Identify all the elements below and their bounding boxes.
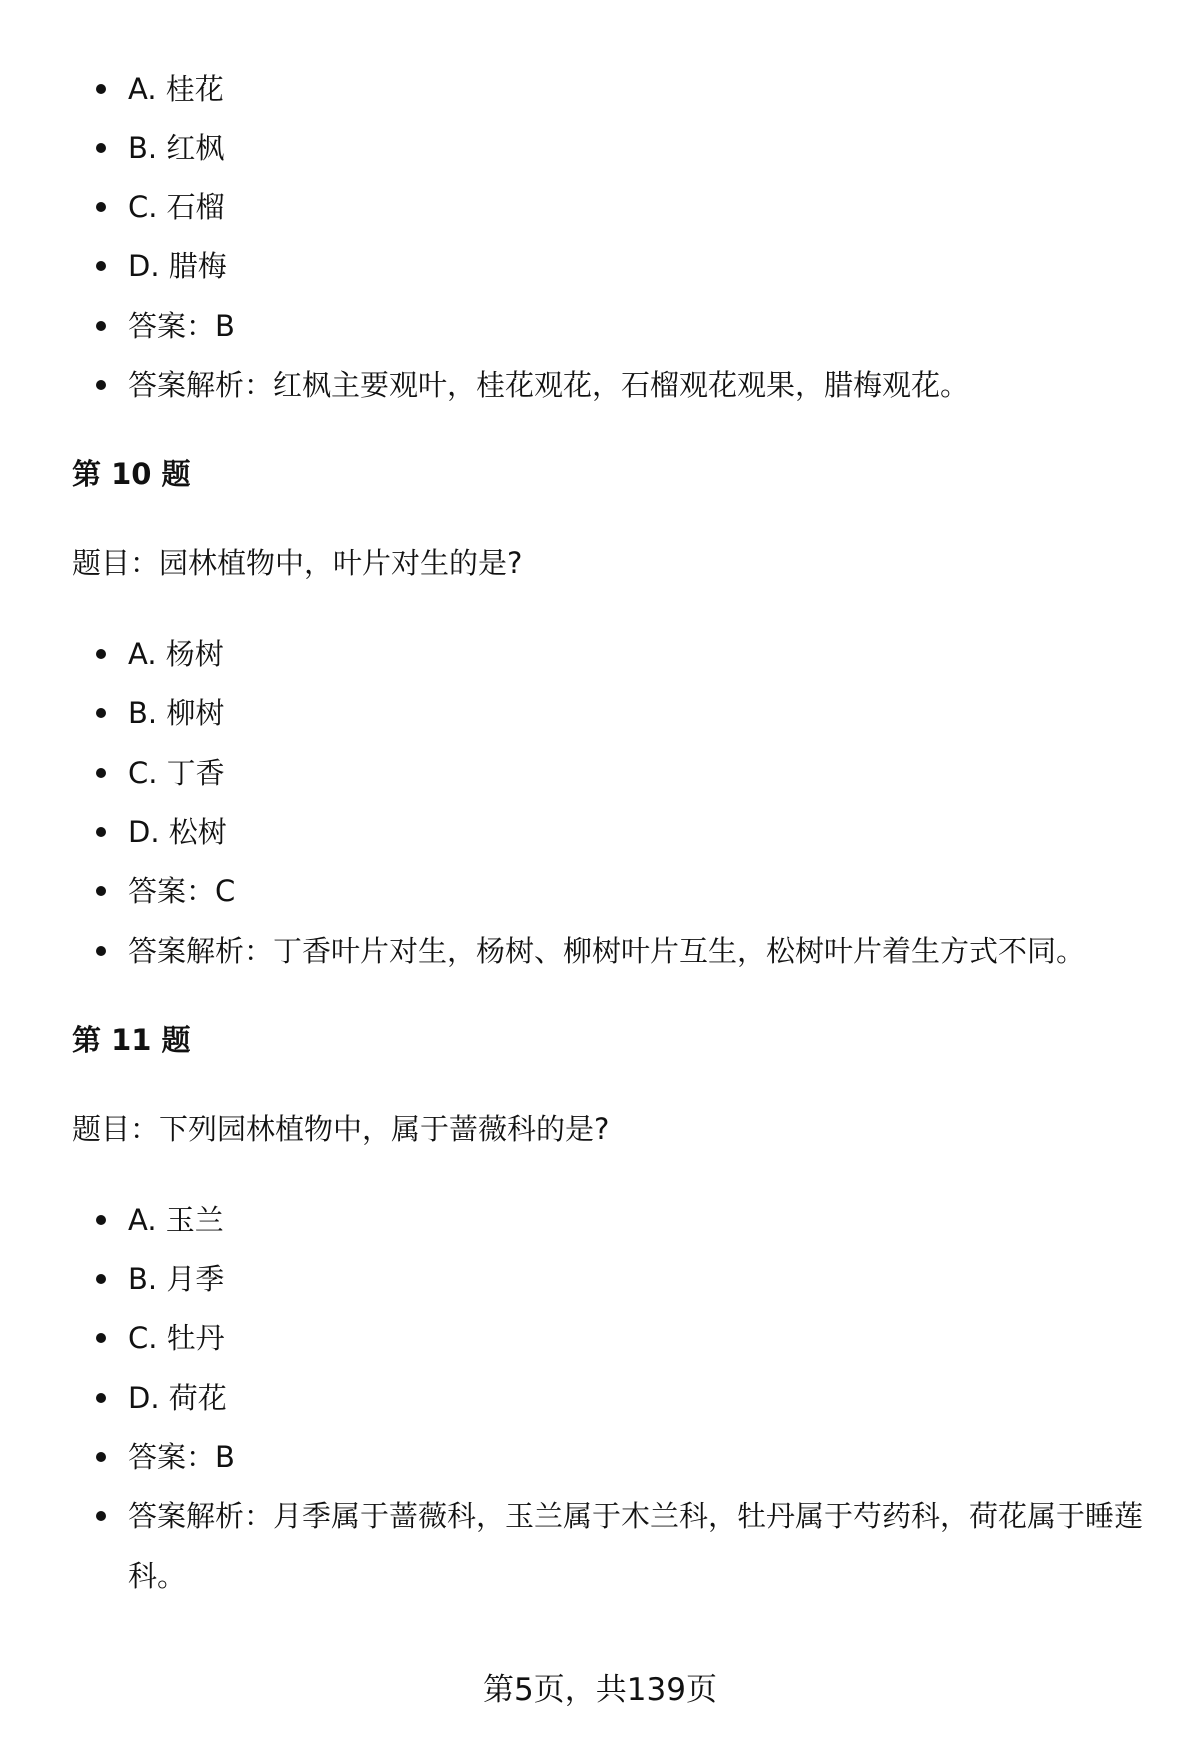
q10-option-a — [128, 624, 224, 684]
q11-option-c — [128, 1308, 225, 1368]
explanation-text: 答案解析：丁香叶片对生，杨树、柳树叶片互生，松树叶片着生方式不同。 — [128, 934, 1086, 968]
q11-option-a — [128, 1190, 224, 1250]
bullet-icon — [96, 84, 106, 94]
bullet-icon — [96, 1215, 106, 1225]
bullet-icon — [96, 261, 106, 271]
q11-option-d — [128, 1368, 227, 1428]
bullet-icon — [96, 321, 106, 331]
bullet-icon — [96, 649, 106, 659]
q9-explanation — [128, 355, 969, 415]
option-text: B. 红枫 — [128, 131, 225, 165]
q10-answer — [128, 861, 235, 921]
q10-explanation — [128, 921, 1085, 981]
bullet-icon — [96, 1511, 106, 1521]
explanation-text: 答案解析：红枫主要观叶，桂花观花，石榴观花观果，腊梅观花。 — [128, 368, 970, 402]
q11-explanation — [128, 1486, 1148, 1606]
bullet-icon — [96, 886, 106, 896]
option-text: D. 松树 — [128, 815, 227, 849]
q9-option-a — [128, 59, 224, 119]
q11-option-b — [128, 1249, 224, 1309]
q9-option-c — [128, 177, 225, 237]
option-text: C. 牡丹 — [128, 1321, 225, 1355]
q10-option-b — [128, 683, 224, 743]
option-text: C. 丁香 — [128, 756, 225, 790]
explanation-text: 答案解析：月季属于蔷薇科，玉兰属于木兰科，牡丹属于芍药科，荷花属于睡莲科。 — [128, 1499, 1144, 1593]
answer-text: 答案：C — [128, 874, 236, 908]
bullet-icon — [96, 768, 106, 778]
option-text: D. 腊梅 — [128, 249, 227, 283]
q10-option-c — [128, 743, 225, 803]
bullet-icon — [96, 1393, 106, 1403]
answer-text: 答案：B — [128, 309, 235, 343]
answer-text: 答案：B — [128, 1440, 235, 1474]
option-text: A. 玉兰 — [128, 1203, 224, 1237]
q10-option-d — [128, 802, 227, 862]
q9-option-b — [128, 118, 224, 178]
q11-heading: 第 11 题 — [72, 1023, 191, 1057]
q9-option-d — [128, 236, 227, 296]
bullet-icon — [96, 380, 106, 390]
option-text: A. 桂花 — [128, 72, 224, 106]
bullet-icon — [96, 1333, 106, 1343]
option-text: B. 月季 — [128, 1262, 225, 1296]
bullet-icon — [96, 1274, 106, 1284]
bullet-icon — [96, 1452, 106, 1462]
option-text: B. 柳树 — [128, 696, 225, 730]
q11-answer — [128, 1427, 235, 1487]
q9-answer — [128, 296, 235, 356]
option-text: C. 石榴 — [128, 190, 225, 224]
bullet-icon — [96, 708, 106, 718]
option-text: A. 杨树 — [128, 637, 224, 671]
page-number-footer: 第5页，共139页 — [483, 1672, 717, 1708]
q10-heading: 第 10 题 — [72, 457, 191, 491]
bullet-icon — [96, 202, 106, 212]
bullet-icon — [96, 946, 106, 956]
q10-question: 题目：园林植物中，叶片对生的是? — [72, 546, 523, 580]
option-text: D. 荷花 — [128, 1381, 227, 1415]
q11-question: 题目：下列园林植物中，属于蔷薇科的是? — [72, 1112, 610, 1146]
bullet-icon — [96, 827, 106, 837]
bullet-icon — [96, 143, 106, 153]
